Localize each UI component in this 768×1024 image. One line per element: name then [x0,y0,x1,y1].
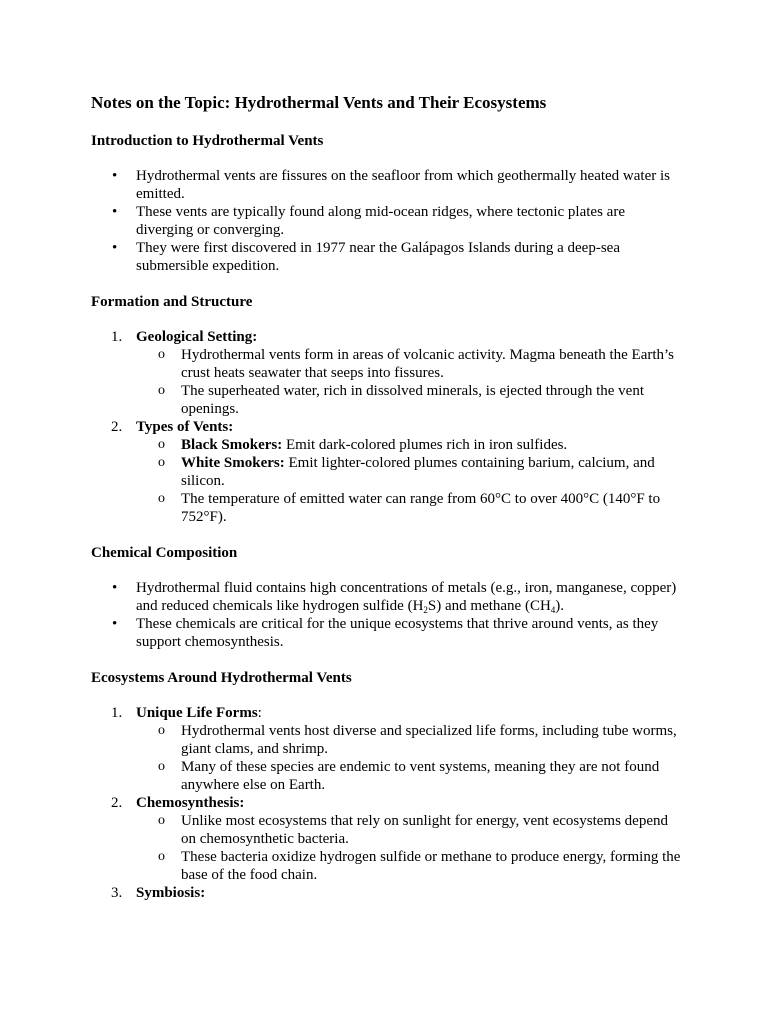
section-heading-formation: Formation and Structure [91,294,253,310]
item-label: Symbiosis: [136,885,206,901]
item-number: 1. [111,705,123,721]
list-item: • They were first discovered in 1977 near the Galápagos Islands during a deep-sea submersible expedition. [91,239,681,275]
chemical-list [91,579,681,651]
ecosystems-list [91,704,681,902]
item-number: 2. [111,419,123,435]
item-number: 2. [111,795,123,811]
list-item [91,884,681,902]
item-number: 3. [111,885,123,901]
list-item: • Hydrothermal vents are fissures on the seafloor from which geothermally heated water is emitted. [91,167,681,203]
formation-list [91,328,681,526]
list-item [91,418,681,526]
list-item [91,328,681,418]
item-label: Types of Vents: [136,419,234,435]
list-item: • These vents are typically found along mid-ocean ridges, where tectonic plates are diverging or converging. [91,203,681,239]
sub-item: o Hydrothermal vents host diverse and specialized life forms, including tube worms, giant clams, and shrimp. [136,722,681,758]
item-label: Geological Setting: [136,329,258,345]
item-label: Unique Life Forms [136,705,258,721]
section-heading-ecosystems: Ecosystems Around Hydrothermal Vents [91,670,352,686]
sub-list [136,812,681,884]
sub-list [136,436,681,526]
sub-item: o Black Smokers: Emit dark-colored plumes rich in iron sulfides. [136,436,681,454]
sub-list [136,722,681,794]
intro-list [91,167,681,275]
item-number: 1. [111,329,123,345]
document-page [91,92,681,902]
list-item: • Hydrothermal fluid contains high concentrations of metals (e.g., iron, manganese, copper) and reduced chemicals like hydrogen sulfide $(H_2S)$ and methane $(CH_4)$. [91,579,681,615]
sub-item: o Hydrothermal vents form in areas of volcanic activity. Magma beneath the Earth’s crust heats seawater that seeps into fissures. [136,346,681,382]
sub-item: o These bacteria oxidize hydrogen sulfide or methane to produce energy, forming the base of the food chain. [136,848,681,884]
sub-item: o The temperature of emitted water can range from 60°C to over 400°C (140°F to 752°F). [136,490,681,526]
sub-item: o Many of these species are endemic to vent systems, meaning they are not found anywhere else on Earth. [136,758,681,794]
section-heading-intro: Introduction to Hydrothermal Vents [91,133,324,149]
list-item [91,794,681,884]
sub-item: o The superheated water, rich in dissolved minerals, is ejected through the vent openings. [136,382,681,418]
document-title: Notes on the Topic: Hydrothermal Vents and Their Ecosystems [91,93,547,112]
list-item: 1. Unique Life Forms: o Hydrothermal vents host diverse and specialized life forms, including tube worms, giant clams, and shrimp. o Many of these species are endemic to vent systems, meaning they are not found anywhere else on Earth. [91,704,681,794]
section-heading-chemical: Chemical Composition [91,545,238,561]
sub-item: o White Smokers: Emit lighter-colored plumes containing barium, calcium, and silicon. [136,454,681,490]
sub-list [136,346,681,418]
item-label: Chemosynthesis: [136,795,245,811]
sub-item: o Unlike most ecosystems that rely on sunlight for energy, vent ecosystems depend on chemosynthetic bacteria. [136,812,681,848]
list-item: • These chemicals are critical for the unique ecosystems that thrive around vents, as they support chemosynthesis. [91,615,681,651]
